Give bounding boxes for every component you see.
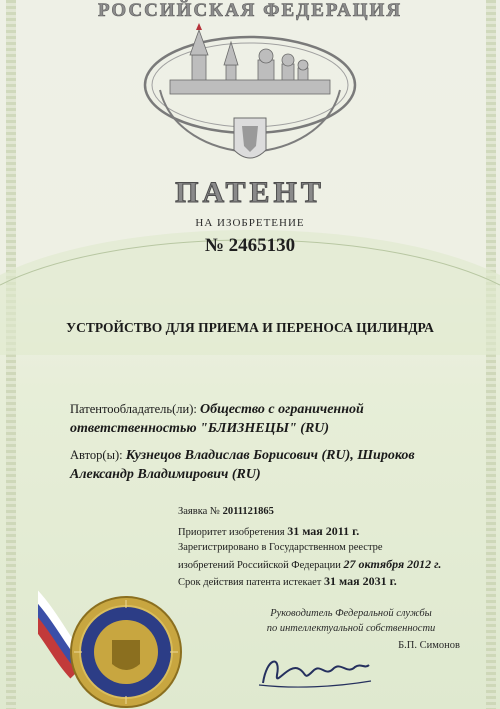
application-line (178, 504, 478, 520)
registration-date: 27 октября 2012 г. (343, 557, 442, 571)
signatory-title (236, 606, 466, 636)
holder-name-line1: Общество с ограниченной (199, 402, 364, 417)
priority-label: Приоритет изобретения (178, 527, 285, 538)
document-type-title: ПАТЕНТ (175, 176, 325, 209)
holder-name-line2: ответственностью "БЛИЗНЕЦЫ" (RU) (70, 421, 330, 436)
authors-block (70, 446, 470, 484)
priority-line (178, 523, 478, 541)
priority-date: 31 мая 2011 г. (287, 524, 360, 538)
validity-line (178, 573, 478, 591)
authors-line1: Кузнецов Владислав Борисович (RU), Широков (125, 448, 415, 463)
invention-title: УСТРОЙСТВО ДЛЯ ПРИЕМА И ПЕРЕНОСА ЦИЛИНДРА (66, 320, 434, 335)
validity-label: Срок действия патента истекает (178, 577, 322, 588)
kremlin-emblem-illustration (130, 20, 370, 180)
signatory-title-line2: по интеллектуальной собственности (266, 623, 436, 634)
patent-holder-block (70, 400, 470, 438)
application-label: Заявка № (178, 506, 220, 517)
registration-line2: изобретений Российской Федерации (178, 560, 341, 571)
authors-label: Автор(ы): (70, 448, 123, 462)
country-header: РОССИЙСКАЯ ФЕДЕРАЦИЯ (97, 0, 403, 21)
authors-line2: Александр Владимирович (RU) (70, 467, 261, 482)
official-seal (38, 560, 188, 709)
patent-number: № 2465130 (204, 235, 296, 256)
holder-label: Патентообладатель(ли): (70, 402, 197, 416)
document-subtype: НА ИЗОБРЕТЕНИЕ (195, 217, 305, 229)
registration-block (178, 540, 478, 574)
handwritten-signature (255, 645, 375, 695)
signatory-name: Б.П. Симонов (398, 640, 460, 651)
signatory-title-line1: Руководитель Федеральной службы (270, 608, 432, 619)
registration-line1: Зарегистрировано в Государственном реестре (178, 542, 383, 553)
copy-stamp (4, 560, 30, 709)
application-number: 2011121865 (222, 506, 274, 517)
validity-date: 31 мая 2031 г. (324, 574, 397, 588)
